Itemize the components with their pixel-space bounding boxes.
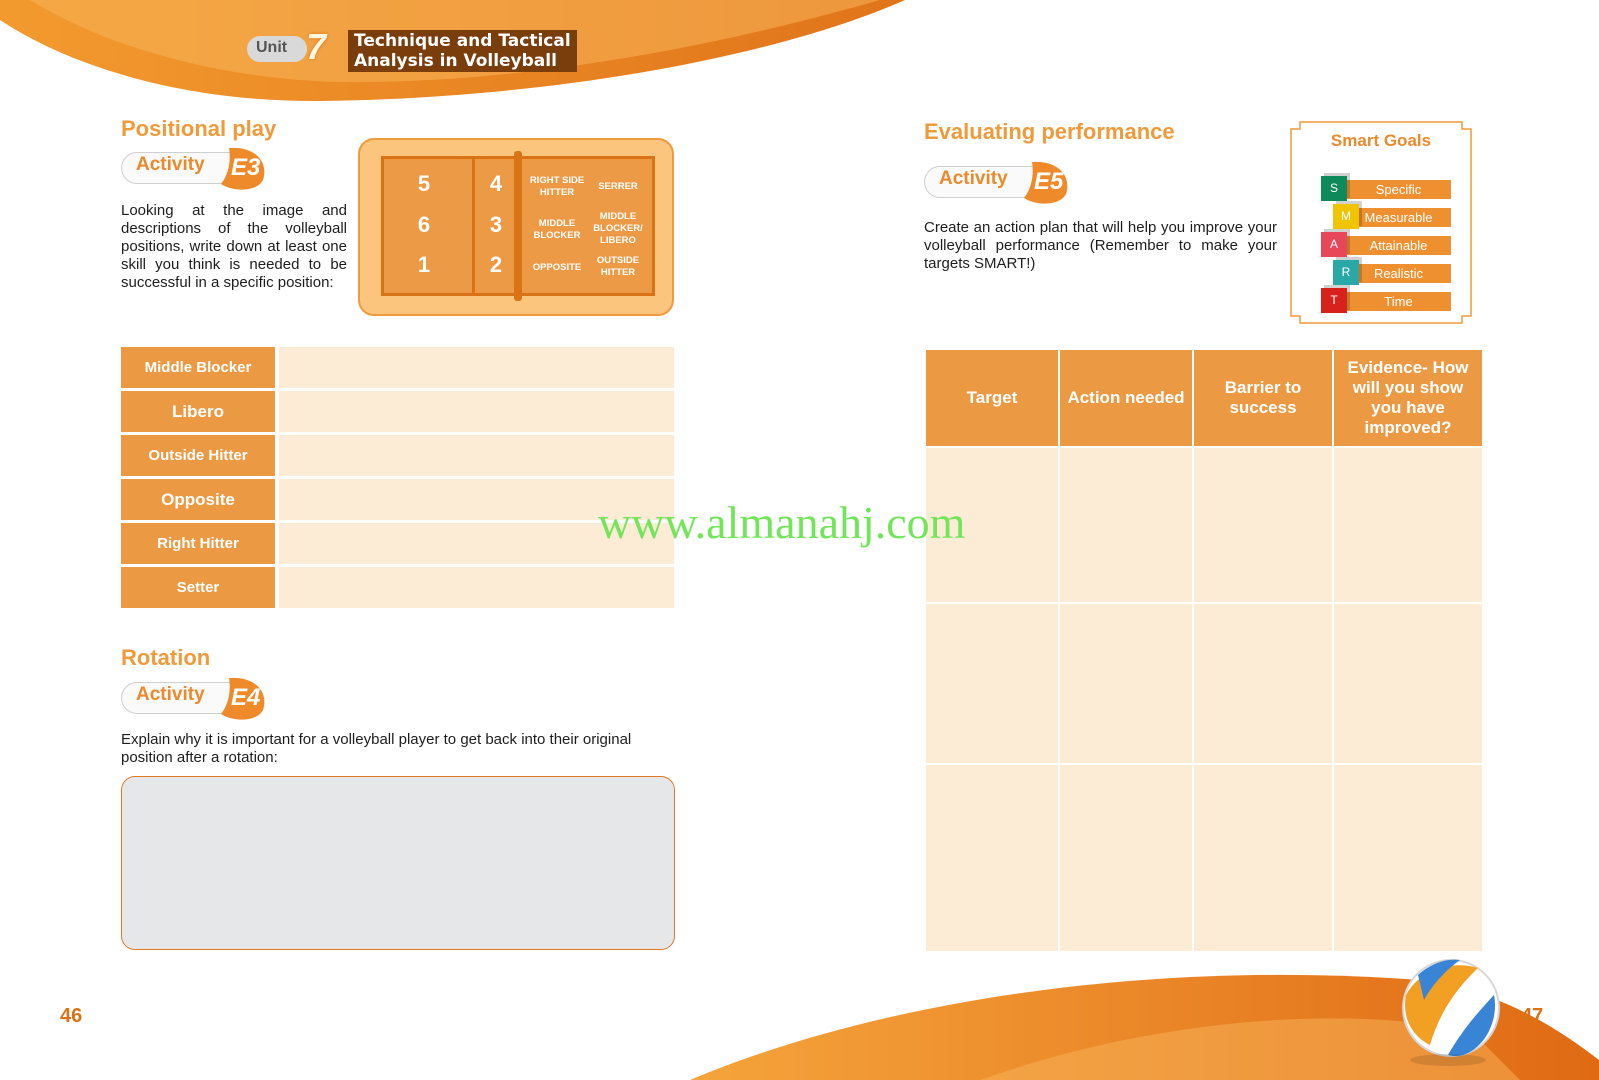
- watermark: www.almanahj.com: [598, 497, 966, 548]
- unit-title-line1: Technique and Tactical: [354, 31, 571, 51]
- positional-play-title: Positional play: [121, 116, 277, 141]
- evaluating-instructions: Create an action plan that will help you improve your volleyball performance (Remember to make your targets SMART!): [924, 219, 1277, 272]
- smart-goal-word: Specific: [1346, 180, 1451, 199]
- target-cell[interactable]: [926, 604, 1058, 763]
- court-position-number: 5: [417, 171, 431, 196]
- court-position-label: OPPOSITE: [532, 262, 582, 273]
- court-position-label: SERRER: [598, 181, 638, 192]
- activity-word: Activity: [939, 168, 1008, 189]
- table-row: [121, 435, 674, 476]
- action-needed-cell[interactable]: [1060, 604, 1192, 763]
- position-label: Middle Blocker: [121, 347, 275, 388]
- table-row: [926, 448, 1482, 602]
- smart-goal-word: Time: [1346, 292, 1451, 311]
- table-row: [121, 479, 674, 520]
- evidence-cell[interactable]: [1334, 604, 1482, 763]
- smart-letter-cube: A: [1321, 232, 1347, 257]
- unit-title-line2: Analysis in Volleyball: [354, 51, 557, 71]
- court-line: [472, 159, 475, 293]
- smart-letter-cube: S: [1321, 176, 1347, 201]
- barrier-cell[interactable]: [1194, 604, 1332, 763]
- table-header-row: [926, 350, 1482, 446]
- volleyball-court-diagram: [381, 156, 655, 296]
- evidence-cell[interactable]: [1334, 448, 1482, 602]
- page-number-right: 47: [1521, 1005, 1544, 1027]
- table-row: [121, 391, 674, 432]
- positional-instructions: Looking at the image and descriptions of the volleyball positions, write down at least one skill you think is needed to be successful in a specific position:: [121, 202, 347, 291]
- position-answer-field[interactable]: [279, 391, 674, 432]
- position-answer-field[interactable]: [279, 567, 674, 608]
- activity-code: E5: [1034, 168, 1064, 195]
- court-position-number: 1: [417, 252, 431, 277]
- table-row: [926, 765, 1482, 951]
- table-row: [121, 523, 674, 564]
- smart-letter-cube: T: [1321, 288, 1347, 313]
- position-label: Libero: [121, 391, 275, 432]
- activity-word: Activity: [136, 684, 205, 705]
- court-position-label: RIGHT SIDE HITTER: [529, 175, 585, 198]
- smart-letter-cube: R: [1333, 260, 1359, 285]
- table-row: [121, 347, 674, 388]
- column-header: Evidence- How will you show you have improved?: [1334, 350, 1482, 446]
- rotation-answer-box[interactable]: [121, 776, 675, 950]
- court-position-label: OUTSIDE HITTER: [596, 255, 640, 278]
- smart-goal-word: Measurable: [1346, 208, 1451, 227]
- barrier-cell[interactable]: [1194, 448, 1332, 602]
- rotation-question: Explain why it is important for a volleyball player to get back into their original position after a rotation:: [121, 731, 632, 766]
- position-label: Right Hitter: [121, 523, 275, 564]
- column-header: Action needed: [1060, 350, 1192, 446]
- column-header: Target: [926, 350, 1058, 446]
- table-row: [926, 604, 1482, 763]
- target-cell[interactable]: [926, 765, 1058, 951]
- position-label: Setter: [121, 567, 275, 608]
- evaluating-title: Evaluating performance: [924, 119, 1175, 144]
- position-answer-field[interactable]: [279, 347, 674, 388]
- rotation-title: Rotation: [121, 645, 211, 670]
- action-needed-cell[interactable]: [1060, 765, 1192, 951]
- page-number-left: 46: [60, 1005, 83, 1027]
- court-position-number: 6: [417, 212, 431, 237]
- activity-word: Activity: [136, 154, 205, 175]
- unit-number: 7: [306, 26, 327, 67]
- smart-goals-title: Smart Goals: [1330, 131, 1432, 150]
- activity-badge-e3: [121, 146, 271, 186]
- smart-goal-word: Realistic: [1346, 264, 1451, 283]
- position-label: Opposite: [121, 479, 275, 520]
- activity-badge-e4: [121, 676, 271, 716]
- court-position-label: MIDDLE BLOCKER/ LIBERO: [593, 211, 643, 246]
- unit-label: Unit: [256, 39, 288, 56]
- position-label: Outside Hitter: [121, 435, 275, 476]
- court-position-number: 2: [489, 252, 503, 277]
- court-net: [514, 151, 522, 301]
- action-needed-cell[interactable]: [1060, 448, 1192, 602]
- column-header: Barrier to success: [1194, 350, 1332, 446]
- position-answer-field[interactable]: [279, 435, 674, 476]
- unit-title: [348, 30, 577, 72]
- smart-letter-cube: M: [1333, 204, 1359, 229]
- court-position-label: MIDDLE BLOCKER: [533, 218, 581, 241]
- activity-code: E3: [231, 154, 261, 181]
- action-plan-table: [924, 348, 1484, 953]
- evidence-cell[interactable]: [1334, 765, 1482, 951]
- activity-code: E4: [231, 684, 261, 711]
- barrier-cell[interactable]: [1194, 765, 1332, 951]
- activity-badge-e5: [924, 160, 1074, 200]
- court-position-number: 3: [489, 212, 503, 237]
- smart-goal-word: Attainable: [1346, 236, 1451, 255]
- table-row: [121, 567, 674, 608]
- court-position-number: 4: [489, 171, 503, 196]
